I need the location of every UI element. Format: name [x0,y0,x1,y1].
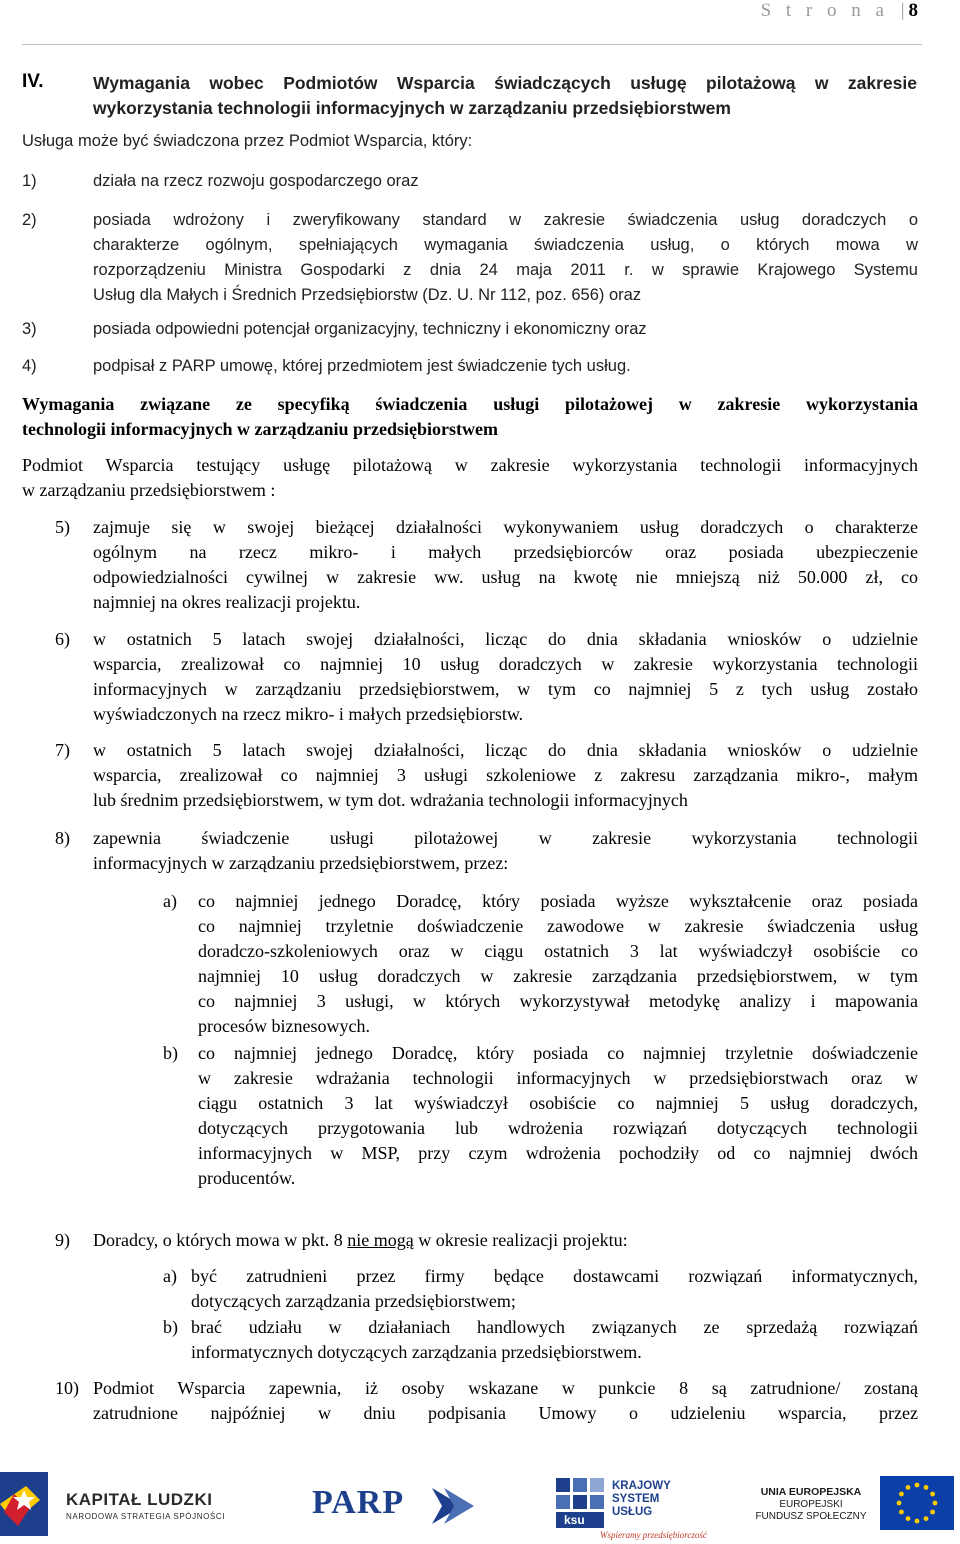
sub-list-line: procesów biznesowych. [198,1016,370,1036]
kapital-ludzki-logo [0,1464,230,1544]
sub-list-line: co najmniej jednego Doradcę, który posiada wyższe wykształcenie oraz posiada [198,891,918,911]
list-text-line: w ostatnich 5 latach swojej działalności, licząc do dnia składania wniosków o udzielnie [93,740,918,760]
lead-paragraph [22,453,918,503]
list-number: 10) [55,1378,79,1398]
list-number: 7) [55,740,70,760]
eu-flag-icon [880,1476,954,1530]
list-text-line: najmniej na okres realizacji projektu. [93,592,361,612]
list-text-line: informacyjnych w zarządzaniu przedsiębiorstwem, w tym co najmniej 5 z tych usług zostało [93,679,918,699]
list-number: 1) [22,172,37,190]
list-text-line: wsparcia, zrealizował co najmniej 10 usług doradczych w zakresie wykorzystania technologii [93,654,918,674]
section-title [93,71,917,121]
list-number: 3) [22,320,37,338]
list-text-line: zatrudnione najpóźniej w dniu podpisania Umowy o udzieleniu wsparcia, przez [93,1403,918,1423]
list-text-line: w ostatnich 5 latach swojej działalności, licząc do dnia składania wniosków o udzielnie [93,629,918,649]
list-text: działa na rzecz rozwoju gospodarczego oraz [93,172,419,190]
list-text-line: ogólnym na rzecz mikro- i małych przedsiębiorców oraz posiada ubezpieczenie [93,542,918,562]
section-number: IV. [22,71,44,92]
intro-paragraph: Usługa może być świadczona przez Podmiot Wsparcia, który: [22,132,473,150]
parp-wordmark: PARP [312,1484,405,1521]
list-text: podpisał z PARP umowę, której przedmiotem jest świadczenie tych usług. [93,357,631,375]
ksu-name [612,1480,671,1519]
eu-line: FUNDUSZ SPOŁECZNY [755,1511,867,1522]
list-text-line: odpowiedzialności cywilnej w zakresie ww. usług na kwotę nie mniejszą niż 50.000 zł, co [93,567,918,587]
ksu-tagline: Wspieramy przedsiębiorczość [600,1530,707,1540]
text-fragment: w okresie realizacji projektu: [413,1230,628,1250]
list-number: 2) [22,211,37,229]
list-text-line: zapewnia świadczenie usługi pilotażowej w zakresie wykorzystania technologii [93,828,918,848]
sub-list-line: dotyczących zarządzania przedsiębiorstwem; [191,1291,516,1311]
text-fragment: Doradcy, o których mowa w pkt. 8 [93,1230,348,1250]
sub-list-line: brać udziału w działaniach handlowych związanych ze sprzedażą rozwiązań [191,1317,918,1337]
emphasis-underlined: nie mogą [347,1230,414,1250]
list-text: posiada odpowiedni potencjał organizacyjny, techniczny i ekonomiczny oraz [93,320,647,338]
ksu-line: KRAJOWY [612,1480,671,1492]
page-header [761,0,918,22]
list-text-line: zajmuje się w swojej bieżącej działalności wykonywaniem usług doradczych o charakterze [93,517,918,537]
list-number: 8) [55,828,70,848]
page-number: 8 [908,0,918,21]
requirements-heading [22,392,918,442]
sub-list-line: informatycznych dotyczących zarządzania przedsiębiorstwem. [191,1342,642,1362]
sub-list-line: informacyjnych w MSP, przy czym wdrożenia pochodziły od co najmniej dwóch [198,1143,918,1163]
list-text-line: wsparcia, zrealizował co najmniej 3 usługi szkoleniowe z zakresu zarządzania mikro-, małym [93,765,918,785]
header-rule [22,44,922,45]
list-text-line: informacyjnych w zarządzaniu przedsiębiorstwem, przez: [93,853,509,873]
list-text-line: Usług dla Małych i Średnich Przedsiębiorstw (Dz. U. Nr 112, poz. 656) oraz [93,286,642,304]
eu-logo [752,1476,960,1540]
list-text-line: charakterze ogólnym, spełniających wymagania świadczenia usług, o których mowa w [93,236,918,254]
ksu-line: SYSTEM [612,1493,660,1505]
ksu-line: USŁUG [612,1506,653,1518]
list-text [93,1228,918,1253]
sub-list-line: dotyczących przygotowania lub wdrożenia rozwiązań dotyczących technologii [198,1118,918,1138]
kapital-ludzki-title: KAPITAŁ LUDZKI [66,1490,213,1509]
section-title-line: Wymagania wobec Podmiotów Wsparcia świadczących usługę pilotażową w zakresie [93,73,917,93]
parp-arrow-icon [422,1478,478,1534]
ksu-badge: ksu [564,1513,585,1527]
parp-logo [312,1478,482,1534]
list-text-line: rozporządzeniu Ministra Gospodarki z dnia 24 maja 2011 r. w sprawie Krajowego Systemu [93,261,918,279]
heading-line: technologii informacyjnych w zarządzaniu przedsiębiorstwem [22,419,498,439]
list-number: 6) [55,629,70,649]
sub-list-line: co najmniej 3 usługi, w których wykorzystywał metodykę analizy i mapowania [198,991,918,1011]
sub-list-line: co najmniej trzyletnie doświadczenie zawodowe w zakresie świadczenia usług [198,916,918,936]
sub-list-line: doradczo-szkoleniowych oraz w ciągu ostatnich 3 lat wyświadczył osobiście co [198,941,918,961]
kapital-ludzki-subtitle: NARODOWA STRATEGIA SPÓJNOŚCI [66,1512,226,1521]
sub-list-letter: a) [163,891,177,911]
sub-list-line: producentów. [198,1168,296,1188]
eu-line: EUROPEJSKI [779,1499,843,1510]
list-text-line: lub średnim przedsiębiorstwem, w tym dot. wdrażania technologii informacyjnych [93,790,688,810]
kapital-ludzki-emblem-icon [0,1464,62,1544]
eu-line: UNIA EUROPEJSKA [760,1486,862,1498]
eu-text [752,1486,870,1523]
ksu-logo [556,1478,706,1544]
list-number: 5) [55,517,70,537]
list-text-line: Podmiot Wsparcia zapewnia, iż osoby wskazane w punkcie 8 są zatrudnione/ zostaną [93,1378,918,1398]
list-number: 9) [55,1230,70,1250]
lead-line: Podmiot Wsparcia testujący usługę pilotażową w zakresie wykorzystania technologii informacyjnych [22,455,918,475]
strona-label: S t r o n a [760,0,889,21]
sub-list-letter: a) [163,1266,177,1286]
lead-line: w zarządzaniu przedsiębiorstwem : [22,480,276,500]
heading-line: Wymagania związane ze specyfiką świadczenia usługi pilotażowej w zakresie wykorzystania [22,394,918,414]
sub-list-line: ciągu ostatnich 3 lat wyświadczył osobiście co najmniej 5 usług doradczych, [198,1093,918,1113]
sub-list-letter: b) [163,1043,178,1063]
sub-list-line: najmniej 10 usług doradczych w zakresie zarządzania przedsiębiorstwem, w tym [198,966,918,986]
sub-list-letter: b) [163,1317,178,1337]
section-title-line: wykorzystania technologii informacyjnych w zarządzaniu przedsiębiorstwem [93,98,731,118]
list-text-line: wyświadczonych na rzecz mikro- i małych przedsiębiorstw. [93,704,524,724]
sub-list-line: być zatrudnieni przez firmy będące dostawcami rozwiązań informatycznych, [191,1266,918,1286]
sub-list-line: co najmniej jednego Doradcę, który posiada co najmniej trzyletnie doświadczenie [198,1043,918,1063]
header-separator: | [900,0,905,21]
list-number: 4) [22,357,37,375]
sub-list-line: w zakresie wdrażania technologii informacyjnych w przedsiębiorstwach oraz w [198,1068,918,1088]
list-text-line: posiada wdrożony i zweryfikowany standard w zakresie świadczenia usług doradczych o [93,211,918,229]
